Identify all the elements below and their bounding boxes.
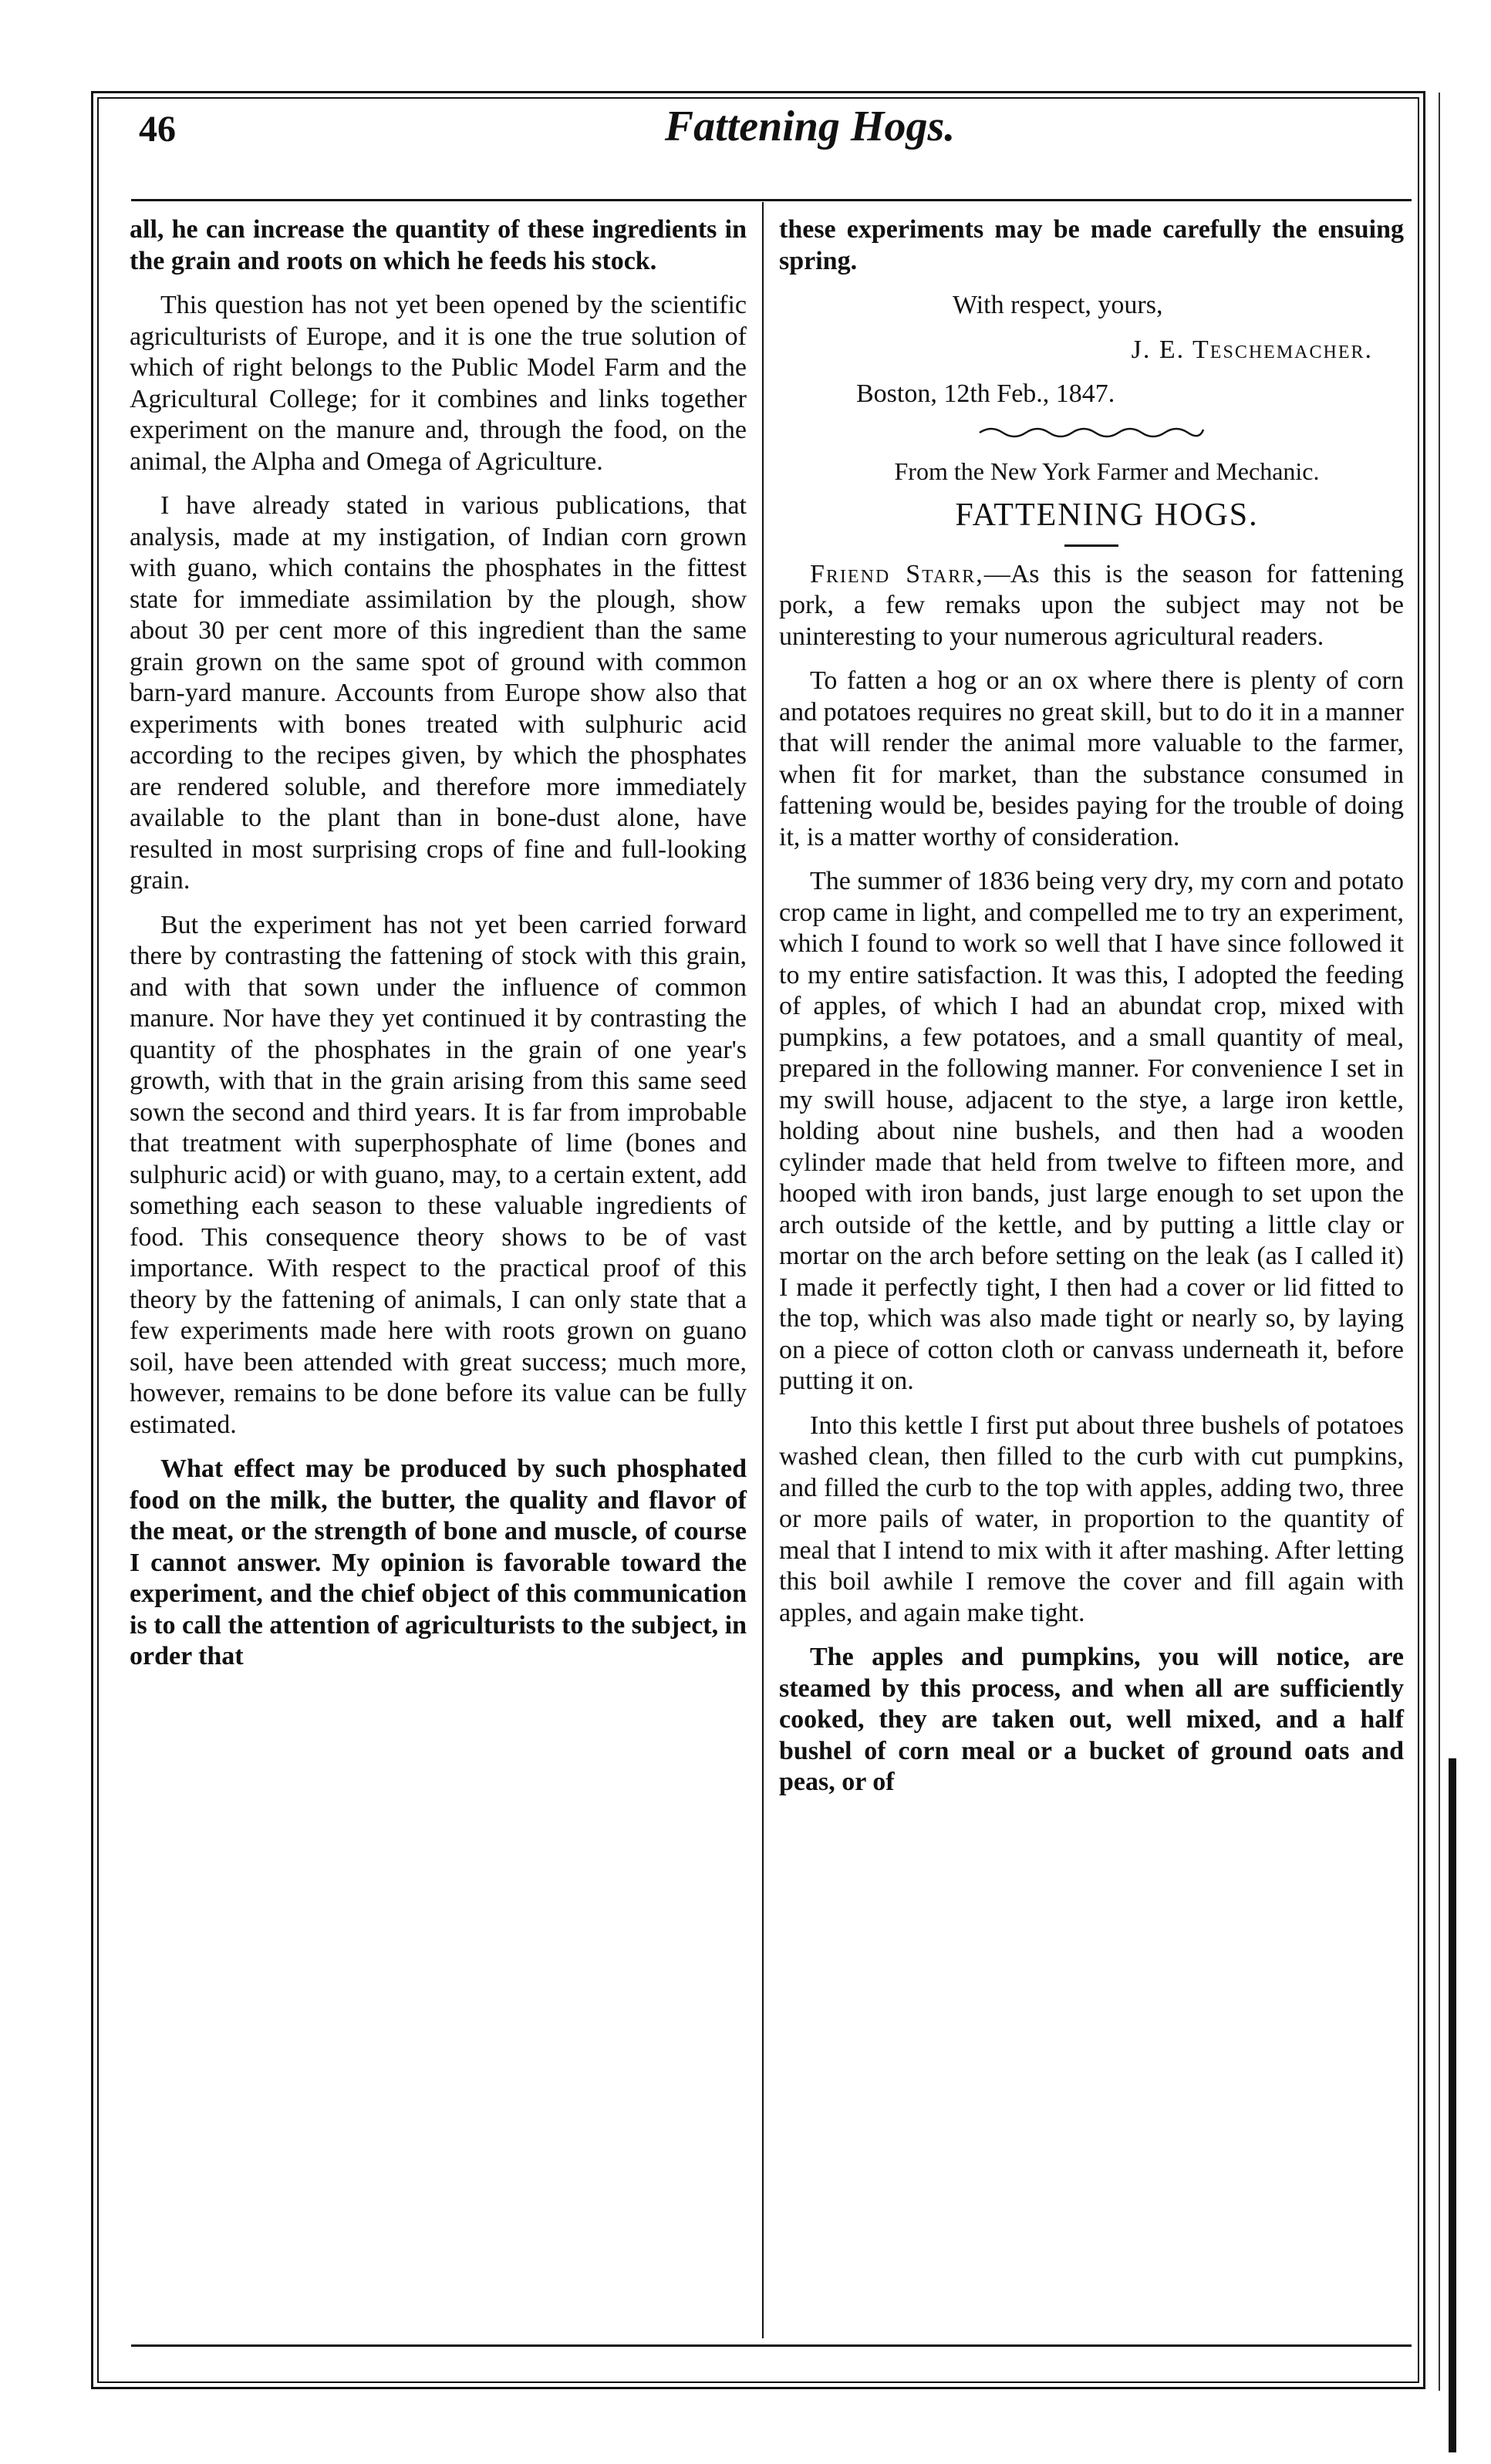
flourish-divider-icon xyxy=(976,423,1207,439)
page-number: 46 xyxy=(139,109,176,150)
left-paragraph-1: all, he can increase the quantity of these ingredients in the grain and roots on which he feeds his stock. xyxy=(130,215,747,275)
salutation: Friend Starr, xyxy=(810,559,984,588)
right-continuation: these experiments may be made carefully the ensuing spring. xyxy=(779,215,1404,275)
column-divider xyxy=(762,202,764,2338)
left-paragraph-2: This question has not yet been opened by the scientific agriculturists of Europe, and it is one the true solution of which of right belongs to the Public Model Farm and the Agricultural College; for it combines and links together experiment on the manure and, through the food, on the animal, the Alpha and Omega of Agriculture. xyxy=(130,291,747,476)
right-paragraph-3: The summer of 1836 being very dry, my corn and potato crop came in light, and compelled me to try an experiment, which I found to work so well that I have since followed it to my entire satisfaction. It was this, I adopted the feeding of apples, of which I had an abundat crop, mixed with pumpkins, a few potatoes, and a small quantity of meal, prepared in the following manner. For convenience I set in my swill house, adjacent to the stye, a large iron kettle, holding about nine bushels, and then had a wooden cylinder made that held from twelve to fifteen more, and hooped with iron bands, just large enough to set upon the arch outside of the kettle, and by putting a little clay or mortar on the arch before setting on the leak (as I called it) I made it perfectly tight, I then had a cover or lid fitted to the top, which was also made tight or nearly so, by laying on a piece of cotton cloth or canvass underneath it, before putting it on. xyxy=(779,867,1404,1395)
spine-edge xyxy=(1439,93,1440,2391)
spine-shadow xyxy=(1449,1758,1456,2452)
bottom-rule xyxy=(131,2344,1412,2347)
left-paragraph-5: What effect may be produced by such phosphated food on the milk, the butter, the quality and flavor of the meat, or the strength of bone and muscle, of course I cannot answer. My opinion is favorable toward the experiment, and the chief object of this communication is to call the attention of agriculturists to the subject, in order that xyxy=(130,1454,747,1670)
right-paragraph-1-text: —As this is the season for fattening pork, a few remaks upon the subject may not be uninteresting to your numerous agricultural readers. xyxy=(779,559,1404,651)
article-source: From the New York Farmer and Mechanic. xyxy=(894,457,1320,485)
right-column xyxy=(779,214,1404,1812)
right-paragraph-5: The apples and pumpkins, you will notice, are steamed by this process, and when all are sufficiently cooked, they are taken out, well mixed, and a half bushel of corn meal or a bucket of ground oats and peas, or of xyxy=(779,1643,1404,1796)
article-title: FATTENING HOGS. xyxy=(955,497,1259,533)
left-paragraph-3: I have already stated in various publications, that analysis, made at my instigation, of Indian corn grown with guano, which contains the phosphates in the fittest state for immediate assimilation by the plough, show about 30 per cent more of this ingredient than the same grain grown on the same spot of ground with common barn-yard manure. Accounts from Europe show also that experiments with bones treated with sulphuric acid according to the recipes given, by which the phosphates are rendered soluble, and therefore more immediately available to the plant than in bone-dust alone, have resulted in most surprising crops of fine and full-looking grain. xyxy=(130,491,747,895)
right-paragraph-1 xyxy=(779,559,1404,653)
header-rule xyxy=(131,199,1412,201)
left-column xyxy=(130,214,747,1686)
signature-name: J. E. Teschemacher. xyxy=(1131,335,1373,364)
right-paragraph-2: To fatten a hog or an ox where there is plenty of corn and potatoes requires no great skill, but to do it in a manner that will render the animal more valuable to the farmer, when fit for market, than the substance consumed in fattening would be, besides paying for the trouble of doing it, is a matter worthy of consideration. xyxy=(779,666,1404,851)
running-title: Fattening Hogs. xyxy=(664,103,956,150)
title-dash xyxy=(1064,544,1118,547)
signature-respect: With respect, yours, xyxy=(953,291,1163,319)
right-paragraph-4: Into this kettle I first put about three bushels of potatoes washed clean, then filled to the curb with cut pumpkins, and filled the curb to the top with apples, adding two, three or more pails of water, in proportion to the quantity of meal that I intend to mix with it after mashing. After letting this boil awhile I remove the cover and fill again with apples, and again make tight. xyxy=(779,1411,1404,1627)
left-paragraph-4: But the experiment has not yet been carried forward there by contrasting the fattening of stock with this grain, and with that sown under the influence of common manure. Nor have they yet continued it by contrasting the quantity of the phosphates in the grain of one year's growth, with that in the grain arising from this same seed sown the second and third years. It is far from improbable that treatment with superphosphate of lime (bones and sulphuric acid) or with guano, may, to a certain extent, add something each season to these valuable ingredients of food. This consequence theory shows to be of vast importance. With respect to the practical proof of this theory by the fattening of animals, I can only state that a few experiments made here with roots grown on guano soil, have been attended with great success; much more, however, remains to be done before its value can be fully estimated. xyxy=(130,910,747,1439)
signature-date: Boston, 12th Feb., 1847. xyxy=(856,379,1115,408)
